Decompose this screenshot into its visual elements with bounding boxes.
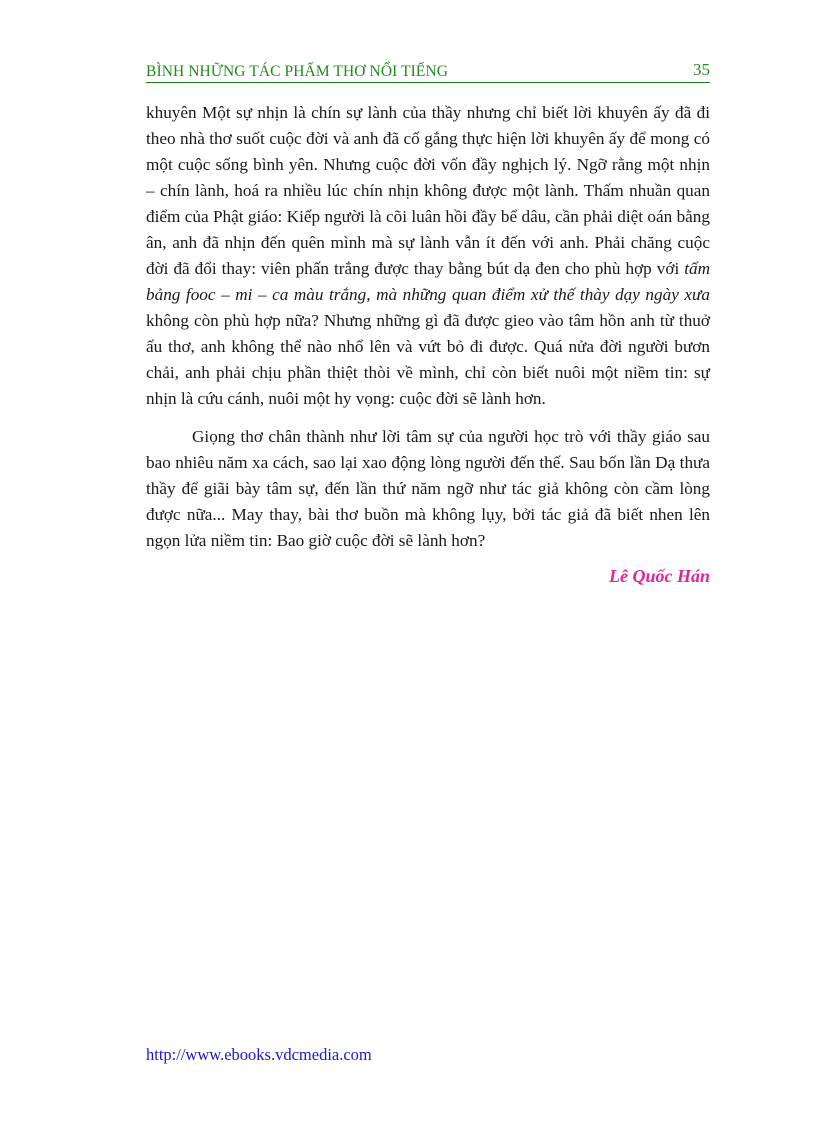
paragraph-1-italic-phrase: tấm bảng fooc – mi – ca màu trắng, mà những quan điểm xử thế thày dạy ngày xưa xyxy=(146,259,710,304)
author-signature: Lê Quốc Hán xyxy=(609,566,710,586)
body-text xyxy=(146,100,710,554)
running-header xyxy=(146,62,710,83)
paragraph-1-text-b: không còn phù hợp nữa? Nhưng những gì đã được gieo vào tâm hồn anh từ thuở ấu thơ, anh không thể nào nhổ lên và vứt bỏ đi được. Quá nửa đời người bươn chải, anh phải chịu phần thiệt thòi về mình, chỉ còn biết nuôi một niềm tin: sự nhịn là cứu cánh, nuôi một hy vọng: cuộc đời sẽ lành hơn. xyxy=(146,311,710,408)
book-title: BÌNH NHỮNG TÁC PHẨM THƠ NỔI TIẾNG xyxy=(146,63,449,80)
paragraph-1 xyxy=(146,100,710,412)
footer-url-link[interactable]: http://www.ebooks.vdcmedia.com xyxy=(146,1045,372,1064)
paragraph-2: Giọng thơ chân thành như lời tâm sự của người học trò với thầy giáo sau bao nhiêu năm xa cách, sao lại xao động lòng người đến thế. Sau bốn lần Dạ thưa thầy để giãi bày tâm sự, đến lần thứ năm ngỡ như tác giả không còn cầm lòng được nữa... May thay, bài thơ buồn mà không lụy, bởi tác giả đã biết nhen lên ngọn lửa niềm tin: Bao giờ cuộc đời sẽ lành hơn? xyxy=(146,427,710,550)
paragraph-1-text-a: khuyên Một sự nhịn là chín sự lành của thầy nhưng chỉ biết lời khuyên ấy đã đi theo nhà thơ suốt cuộc đời và anh đã cố gắng thực hiện lời khuyên ấy để mong có một cuộc sống bình yên. Nhưng cuộc đời vốn đầy nghịch lý. Ngỡ rằng một nhịn – chín lành, hoá ra nhiều lúc chín nhịn không được một lành. Thấm nhuần quan điểm của Phật giáo: Kiếp người là cõi luân hồi đầy bể dâu, cần phải diệt oán bằng ân, anh đã nhịn đến quên mình mà sự lành vẫn ít đến với anh. Phải chăng cuộc đời đã đổi thay: viên phấn trắng được thay bằng bút dạ đen cho phù hợp với xyxy=(146,103,710,278)
page-number: 35 xyxy=(693,60,710,79)
